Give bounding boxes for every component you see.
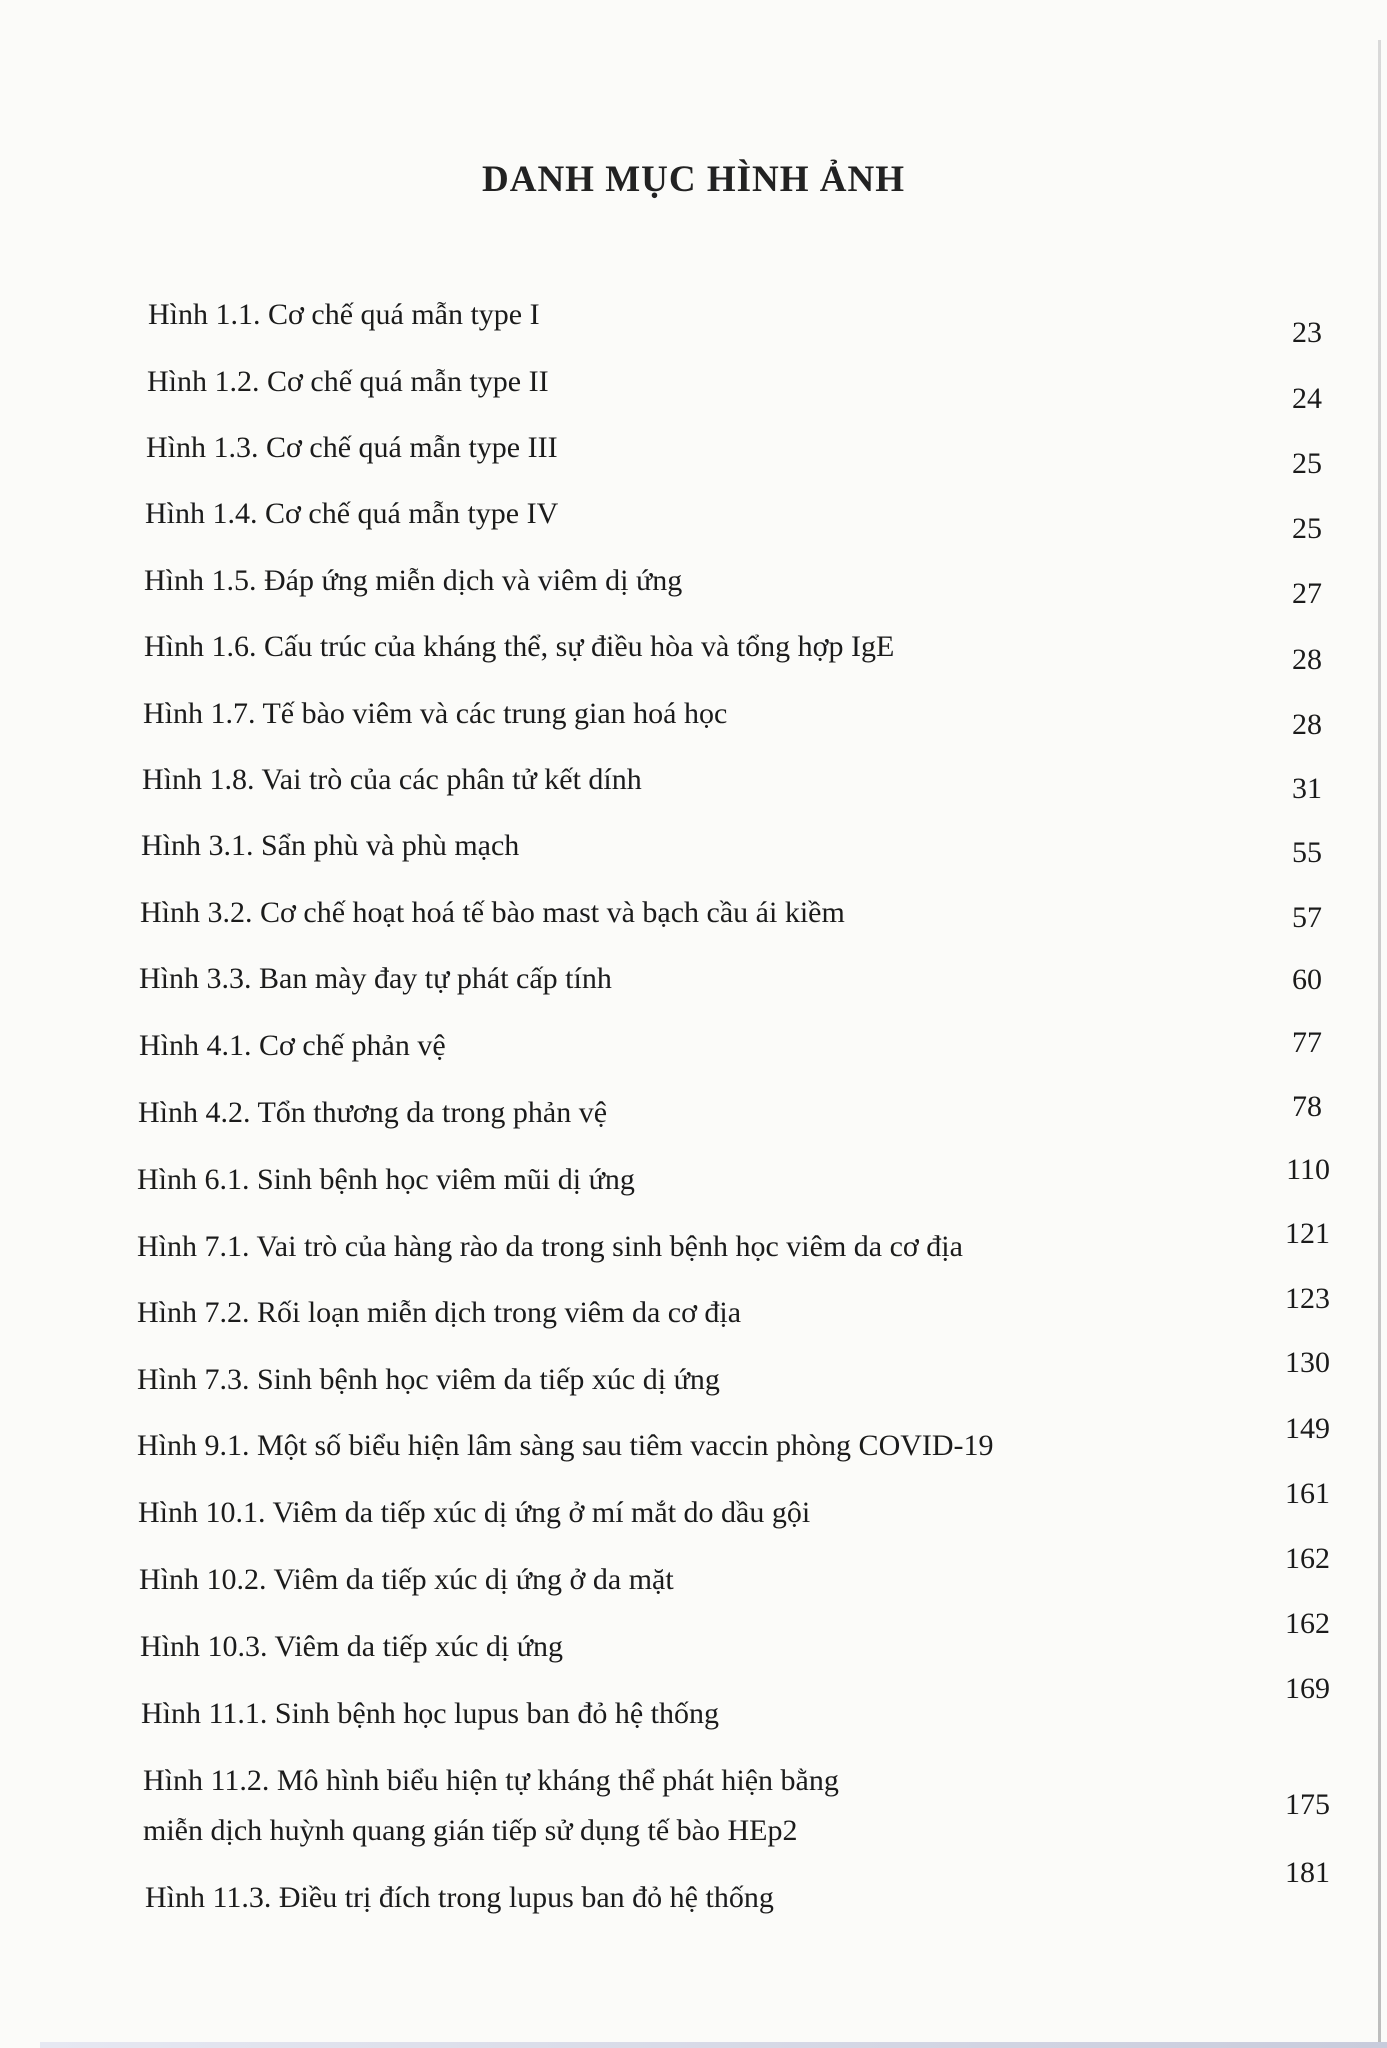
entry-page-number: 57 [1292,901,1322,934]
entry-page-number: 25 [1292,447,1322,480]
entry-page-number: 130 [1285,1346,1330,1379]
figure-entry [139,1021,446,1071]
figure-entry [139,954,612,1004]
figure-entry [143,1756,839,1856]
entry-label: Hình 7.3. Sinh bệnh học viêm da tiếp xúc dị ứng [137,1363,720,1396]
entry-label: Hình 3.3. Ban mày đay tự phát cấp tính [139,962,612,995]
entry-page-number: 162 [1285,1607,1330,1640]
entry-label: Hình 3.1. Sẩn phù và phù mạch [141,829,520,862]
entry-page-number: 28 [1292,708,1322,741]
entry-label: Hình 10.3. Viêm da tiếp xúc dị ứng [140,1630,564,1663]
figure-entry [146,423,558,473]
entry-page-number: 77 [1292,1026,1322,1059]
figure-entry [137,1355,720,1405]
entry-label: Hình 1.6. Cấu trúc của kháng thể, sự điều hòa và tổng hợp IgE [144,630,895,663]
figure-entry [145,1873,774,1923]
figure-entry [137,1222,963,1272]
figure-entry [140,888,845,938]
entry-page-number: 175 [1285,1788,1330,1821]
figure-entry [138,1088,607,1138]
entry-page-number: 149 [1285,1412,1330,1445]
entry-label: Hình 3.2. Cơ chế hoạt hoá tế bào mast và bạch cầu ái kiềm [140,896,845,929]
entry-label: Hình 1.5. Đáp ứng miễn dịch và viêm dị ứng [144,564,683,597]
figure-entry [141,1689,719,1739]
entry-label: Hình 1.8. Vai trò của các phân tử kết dính [142,763,642,796]
entry-label: Hình 1.2. Cơ chế quá mẫn type II [147,365,549,398]
entry-label-continued: miễn dịch huỳnh quang gián tiếp sử dụng tế bào HEp2 [143,1814,798,1847]
entry-page-number: 60 [1292,963,1322,996]
figure-entry [137,1155,635,1205]
figure-entry [140,1622,563,1672]
figure-entry [141,821,519,871]
entry-page-number: 121 [1285,1217,1330,1250]
entry-page-number: 78 [1292,1090,1322,1123]
entry-page-number: 31 [1292,772,1322,805]
page-edge-right [1378,40,1381,2048]
entry-label: Hình 10.2. Viêm da tiếp xúc dị ứng ở da mặt [139,1563,674,1596]
entry-label: Hình 7.1. Vai trò của hàng rào da trong sinh bệnh học viêm da cơ địa [137,1230,963,1263]
figure-entry [137,1421,994,1471]
entry-label: Hình 6.1. Sinh bệnh học viêm mũi dị ứng [137,1163,635,1196]
entry-page-number: 27 [1292,577,1322,610]
page-title: DANH MỤC HÌNH ẢNH [482,159,905,200]
entry-page-number: 169 [1285,1672,1330,1705]
entry-page-number: 23 [1292,316,1322,349]
figure-entry [144,622,894,672]
figure-entry [138,1488,810,1538]
entry-label: Hình 1.7. Tế bào viêm và các trung gian hoá học [143,697,728,730]
entry-page-number: 28 [1292,643,1322,676]
figure-entry [142,755,642,805]
entry-page-number: 25 [1292,512,1322,545]
entry-label: Hình 1.4. Cơ chế quá mẫn type IV [145,497,559,530]
entry-label: Hình 9.1. Một số biểu hiện lâm sàng sau tiêm vaccin phòng COVID-19 [137,1429,994,1462]
entry-label: Hình 1.3. Cơ chế quá mẫn type III [146,431,558,464]
entry-label: Hình 10.1. Viêm da tiếp xúc dị ứng ở mí mắt do dầu gội [138,1496,811,1529]
entry-label: Hình 4.1. Cơ chế phản vệ [139,1029,446,1062]
page-edge-bottom [40,2042,1387,2048]
entry-label: Hình 11.2. Mô hình biểu hiện tự kháng thể phát hiện bằng [143,1764,839,1797]
entry-label: Hình 4.2. Tổn thương da trong phản vệ [138,1096,608,1129]
figure-entry [147,357,549,407]
entry-page-number: 24 [1292,382,1322,415]
entry-page-number: 55 [1292,836,1322,869]
entry-page-number: 161 [1285,1477,1330,1510]
figure-entry [145,489,558,539]
entry-label: Hình 11.3. Điều trị đích trong lupus ban đỏ hệ thống [145,1881,774,1914]
entry-page-number: 162 [1285,1542,1330,1575]
figure-entry [144,556,682,606]
figure-entry [139,1555,674,1605]
figure-entry [143,689,727,739]
figure-entry [137,1288,741,1338]
entry-label: Hình 11.1. Sinh bệnh học lupus ban đỏ hệ thống [141,1697,720,1730]
entry-page-number: 123 [1285,1282,1330,1315]
figure-entry [148,290,540,340]
entry-page-number: 110 [1286,1153,1330,1186]
entry-label: Hình 7.2. Rối loạn miễn dịch trong viêm da cơ địa [137,1296,742,1329]
entry-label: Hình 1.1. Cơ chế quá mẫn type I [148,298,540,331]
entry-page-number: 181 [1285,1856,1330,1889]
